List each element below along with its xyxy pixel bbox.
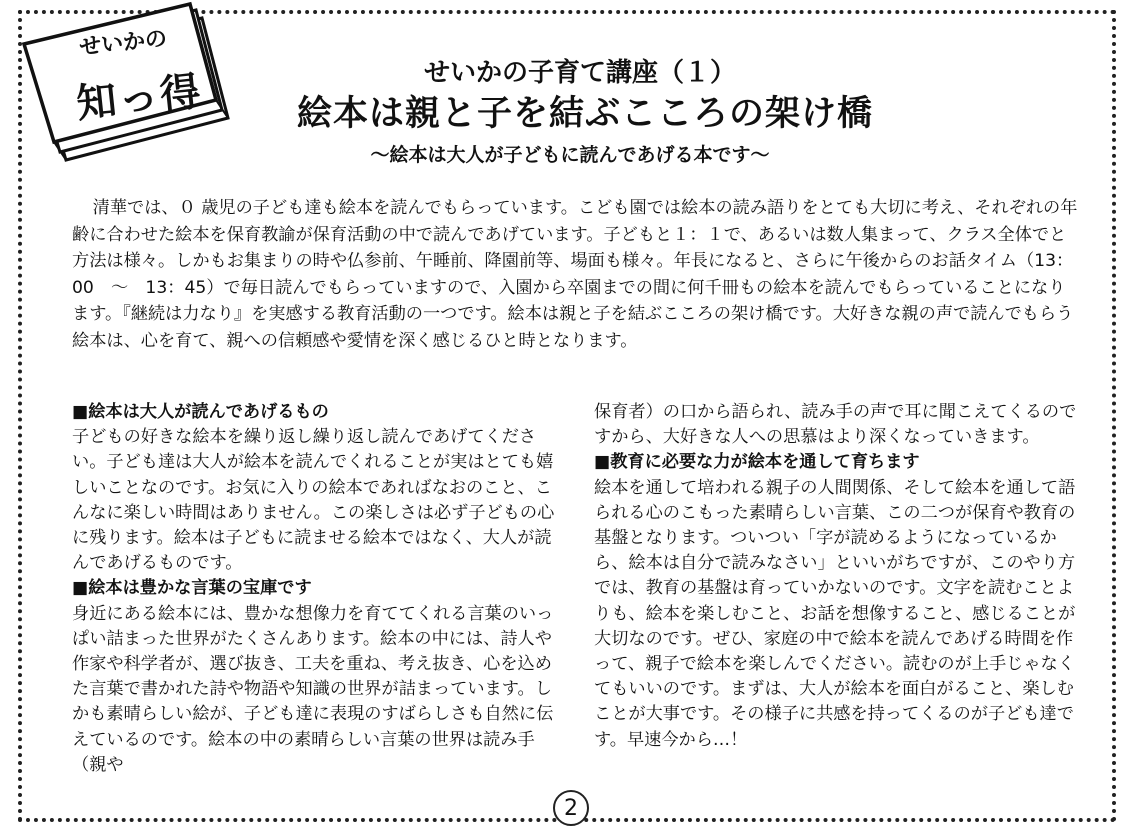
tagline: ～絵本は大人が子どもに読んであげる本です～ <box>370 144 770 166</box>
page-title: 絵本は親と子を結ぶこころの架け橋 <box>296 94 873 134</box>
section-heading: ■教育に必要な力が絵本を通して育ちます <box>594 452 920 473</box>
badge-label-big: 知っ得 <box>74 68 205 128</box>
right-column <box>594 400 1084 753</box>
badge-label-small: せいかの <box>78 26 169 61</box>
section-body: 身近にある絵本には、豊かな想像力を育ててくれる言葉のいっぱい詰まった世界がたくさんあります。絵本の中には、詩人や作家や科学者が、選び抜き、工夫を重ね、考え抜き、心を込めた言葉で書かれた詩や物語や知識の世界が詰まっています。しかも素晴らしい絵が、子ども達に表現のすばらしさも自然に伝えているのです。絵本の中の素晴らしい言葉の世界は読み手（親や <box>72 603 554 775</box>
section-heading: ■絵本は大人が読んであげるもの <box>72 402 329 422</box>
left-column <box>72 400 557 778</box>
page-number: 2 <box>553 790 589 826</box>
section-body: 絵本を通して培われる親子の人間関係、そして絵本を通して語られる心のこもった素晴らしい言葉、この二つが保育や教育の基盤となります。ついつい「字が読めるようになっているから、絵本は自分で読みなさい」といいがちですが、このやり方では、教育の基盤は育っていかないのです。文字を読むことよりも、絵本を楽しむこと、お話を想像すること、感じることが大切なのです。ぜひ、家庭の中で絵本を読んであげる時間を作って、親子で絵本を楽しんでください。読むのが上手じゃなくてもいいのです。まずは、大人が絵本を面白がること、楽しむことが大事です。その様子に共感を持ってくるのが子ども達です。早速今から…！ <box>594 477 1076 750</box>
intro-paragraph: 清華では、０ 歳児の子ども達も絵本を読んでもらっています。こども園では絵本の読み語りをとても大切に考え、それぞれの年齢に合わせた絵本を保育教諭が保育活動の中で読んであげています。子どもと１：１で、あるいは数人集まって、クラス全体でと方法は様々。しかもお集まりの時や仏参前、午睡前、降園前等、場面も様々。年長になると、さらに午後からのお話タイム（13：00 ～ 13：45）で毎日読んでもらっていますので、入園から卒園までの間に何千冊もの絵本を読んでもらっていることになります。『継続は力なり』を実感する教育活動の一つです。絵本は親と子を結ぶこころの架け橋です。大好きな親の声で読んでもらう絵本は、心を育て、親への信頼感や愛情を深く感じるひと時となります。 <box>72 198 1078 351</box>
series-title: せいかの子育て講座（１） <box>423 58 736 88</box>
section-body-continued: 保育者）の口から語られ、読み手の声で耳に聞こえてくるのですから、大好きな人への思慕はより深くなっていきます。 <box>594 402 1077 448</box>
section-body: 子どもの好きな絵本を繰り返し繰り返し読んであげてください。子ども達は大人が絵本を読んでくれることが実はとても嬉しいことなのです。お気に入りの絵本であればなおのこと、こんなに楽しい時間はありません。この楽しさは必ず子どもの心に残ります。絵本は子どもに読ませる絵本ではなく、大人が読んであげるものです。 <box>72 427 555 574</box>
section-heading: ■絵本は豊かな言葉の宝庫です <box>72 578 312 599</box>
